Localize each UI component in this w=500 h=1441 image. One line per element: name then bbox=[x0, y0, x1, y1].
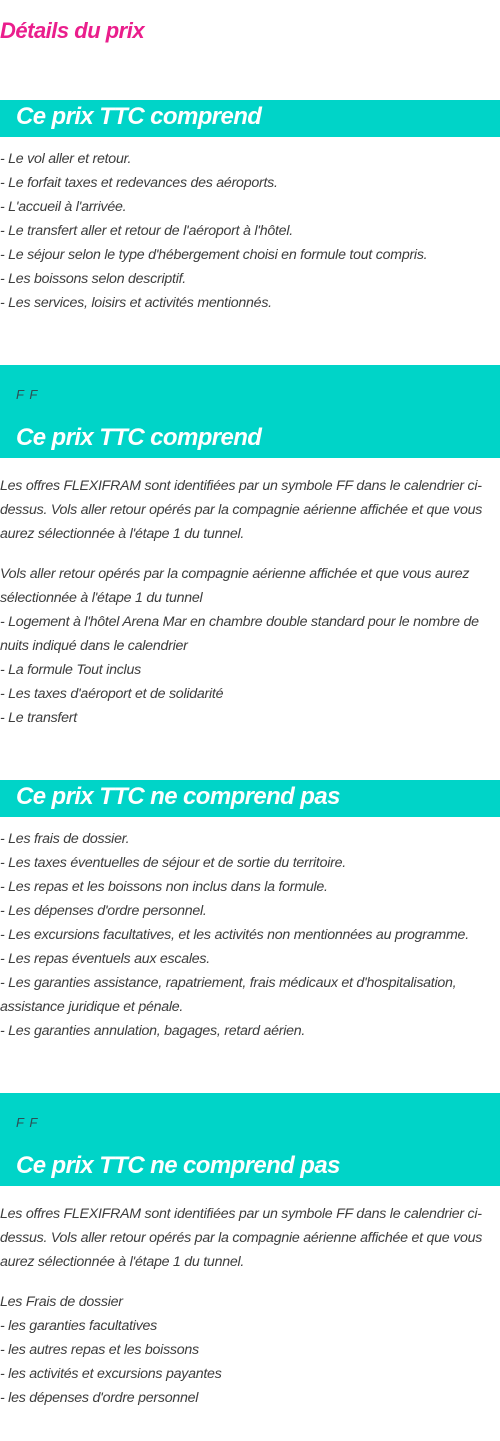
list-item: - Logement à l'hôtel Arena Mar en chambre double standard pour le nombre de nuits indiqué dans le calendrier bbox=[0, 614, 479, 654]
flexifram-tag: F F bbox=[16, 387, 39, 402]
list-item: - Le transfert aller et retour de l'aéroport à l'hôtel. bbox=[0, 223, 293, 239]
list-item: - Les services, loisirs et activités mentionnés. bbox=[0, 295, 272, 311]
list-item: - Les excursions facultatives, et les activités non mentionnées au programme. bbox=[0, 927, 469, 943]
section-title: Ce prix TTC comprend bbox=[16, 424, 262, 451]
list-item: - Les garanties assistance, rapatriement, frais médicaux et d'hospitalisation, assistance juridique et pénale. bbox=[0, 975, 457, 1015]
list-item: - Les boissons selon descriptif. bbox=[0, 271, 186, 287]
list-item: - Les frais de dossier. bbox=[0, 831, 130, 847]
list-item: - Les repas et les boissons non inclus dans la formule. bbox=[0, 879, 328, 895]
flexifram-intro: Les offres FLEXIFRAM sont identifiées par un symbole FF dans le calendrier ci-dessus. Vols aller retour opérés par la compagnie aérienne affichée et que vous aurez sélectionnée à l'étape 1 du tunnel. bbox=[0, 478, 483, 542]
flexifram-tag: F F bbox=[16, 1115, 39, 1130]
flexifram-intro: Les offres FLEXIFRAM sont identifiées par un symbole FF dans le calendrier ci-dessus. Vols aller retour opérés par la compagnie aérienne affichée et que vous aurez sélectionnée à l'étape 1 du tunnel. bbox=[0, 1206, 483, 1270]
list-item: - La formule Tout inclus bbox=[0, 662, 141, 678]
includes-list bbox=[0, 147, 500, 315]
section-header-includes bbox=[0, 100, 500, 137]
flexifram-includes-content bbox=[0, 474, 500, 730]
section-header-flexifram-excludes bbox=[0, 1093, 500, 1186]
list-item: - Le transfert bbox=[0, 710, 77, 726]
list-item: - Les dépenses d'ordre personnel. bbox=[0, 903, 207, 919]
section-title: Ce prix TTC comprend bbox=[16, 103, 262, 130]
list-item: - les activités et excursions payantes bbox=[0, 1366, 222, 1382]
list-item: - les dépenses d'ordre personnel bbox=[0, 1390, 199, 1406]
section-header-excludes bbox=[0, 780, 500, 817]
list-item: - Le vol aller et retour. bbox=[0, 151, 132, 167]
list-item: - Le séjour selon le type d'hébergement choisi en formule tout compris. bbox=[0, 247, 428, 263]
list-lead: Les Frais de dossier bbox=[0, 1294, 123, 1310]
section-title: Ce prix TTC ne comprend pas bbox=[16, 783, 340, 810]
list-item: - Les garanties annulation, bagages, retard aérien. bbox=[0, 1023, 306, 1039]
section-header-flexifram-includes bbox=[0, 365, 500, 458]
list-item: - L'accueil à l'arrivée. bbox=[0, 199, 127, 215]
list-item: - Les taxes d'aéroport et de solidarité bbox=[0, 686, 224, 702]
flexifram-excludes-content bbox=[0, 1202, 500, 1410]
section-title: Ce prix TTC ne comprend pas bbox=[16, 1152, 340, 1179]
flexifram-details bbox=[0, 1290, 500, 1410]
page-title: Détails du prix bbox=[0, 18, 145, 43]
list-item: - Le forfait taxes et redevances des aéroports. bbox=[0, 175, 278, 191]
excludes-list bbox=[0, 827, 500, 1043]
flexifram-details bbox=[0, 562, 500, 730]
list-item: - les autres repas et les boissons bbox=[0, 1342, 199, 1358]
list-item: - Les taxes éventuelles de séjour et de sortie du territoire. bbox=[0, 855, 346, 871]
list-lead: Vols aller retour opérés par la compagnie aérienne affichée et que vous aurez sélectionnée à l'étape 1 du tunnel bbox=[0, 566, 470, 606]
list-item: - Les repas éventuels aux escales. bbox=[0, 951, 210, 967]
list-item: - les garanties facultatives bbox=[0, 1318, 158, 1334]
